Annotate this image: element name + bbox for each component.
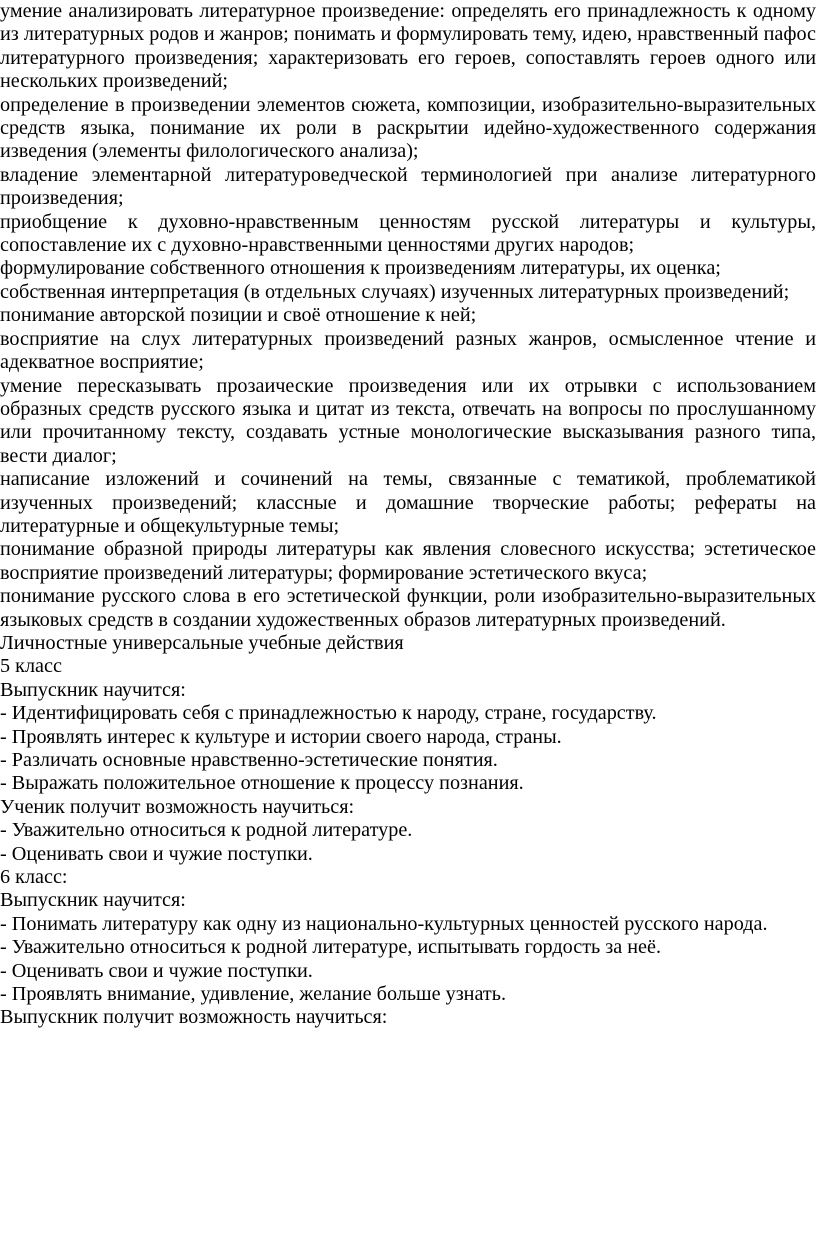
paragraph: собственная интерпретация (в отдельных случаях) изученных литературных произведений; <box>0 280 790 303</box>
list-item: - Оценивать свои и чужие поступки. <box>0 842 313 865</box>
paragraph: владение элементарной литературоведческой терминологией при анализе литературного произведения; <box>0 163 816 210</box>
section-heading: Личностные универсальные учебные действия <box>0 631 404 654</box>
paragraph: восприятие на слух литературных произведений разных жанров, осмысленное чтение и адекватное восприятие; <box>0 327 816 374</box>
paragraph: написание изложений и сочинений на темы, связанные с тематикой, проблематикой изученных произведений; классные и домашние творческие работы; рефераты на литературные и общекультурные темы; <box>0 468 816 537</box>
list-item: - Идентифицировать себя с принадлежностью к народу, стране, государству. <box>0 702 657 725</box>
paragraph: формулирование собственного отношения к произведениям литературы, их оценка; <box>0 257 721 280</box>
paragraph: приобщение к духовно-нравственным ценностям русской литературы и культуры, сопоставление их с духовно-нравственными ценностями других народов; <box>0 210 816 257</box>
list-item: - Уважительно относиться к родной литературе. <box>0 819 413 842</box>
list-item: - Проявлять внимание, удивление, желание больше узнать. <box>0 983 506 1006</box>
list-item: - Уважительно относиться к родной литературе, испытывать гордость за неё. <box>0 936 662 959</box>
list-item: - Понимать литературу как одну из национально-культурных ценностей русского народа. <box>0 912 768 935</box>
list-item: - Выражать положительное отношение к процессу познания. <box>0 772 524 795</box>
list-item: - Проявлять интерес к культуре и истории своего народа, страны. <box>0 725 562 748</box>
subheading: Выпускник научится: <box>0 889 186 912</box>
paragraph: умение пересказывать прозаические произведения или их отрывки с использованием образных средств русского языка и цитат из текста, отвечать на вопросы по прослушанному или прочитанному тексту, создавать устные монологические высказывания разного типа, вести диалог; <box>0 374 816 467</box>
paragraph: понимание русского слова в его эстетической функции, роли изобразительно-выразительных языковых средств в создании художественных образов литературных произведений. <box>0 585 816 631</box>
subheading: Ученик получит возможность научиться: <box>0 795 355 818</box>
paragraph: умение анализировать литературное произведение: определять его принадлежность к одному из литературных родов и жанров; понимать и формулировать тему, идею, нравственный пафос литературного произведения; характеризовать его героев, сопоставлять героев одного или нескольких произведений; <box>0 0 816 93</box>
list-item: - Оценивать свои и чужие поступки. <box>0 959 313 982</box>
grade-heading: 6 класс: <box>0 866 68 889</box>
paragraph: определение в произведении элементов сюжета, композиции, изобразительно-выразительных средств языка, понимание их роли в раскрытии идейно-художественного содержания изведения (элементы филологического анализа); <box>0 93 816 163</box>
list-item: - Различать основные нравственно-эстетические понятия. <box>0 749 498 771</box>
paragraph: понимание авторской позиции и своё отношение к ней; <box>0 304 477 327</box>
subheading: Выпускник получит возможность научиться: <box>0 1006 388 1029</box>
paragraph: понимание образной природы литературы как явления словесного искусства; эстетическое восприятие произведений литературы; формирование эстетического вкуса; <box>0 538 816 584</box>
subheading: Выпускник научится: <box>0 678 186 701</box>
grade-heading: 5 класс <box>0 655 62 678</box>
